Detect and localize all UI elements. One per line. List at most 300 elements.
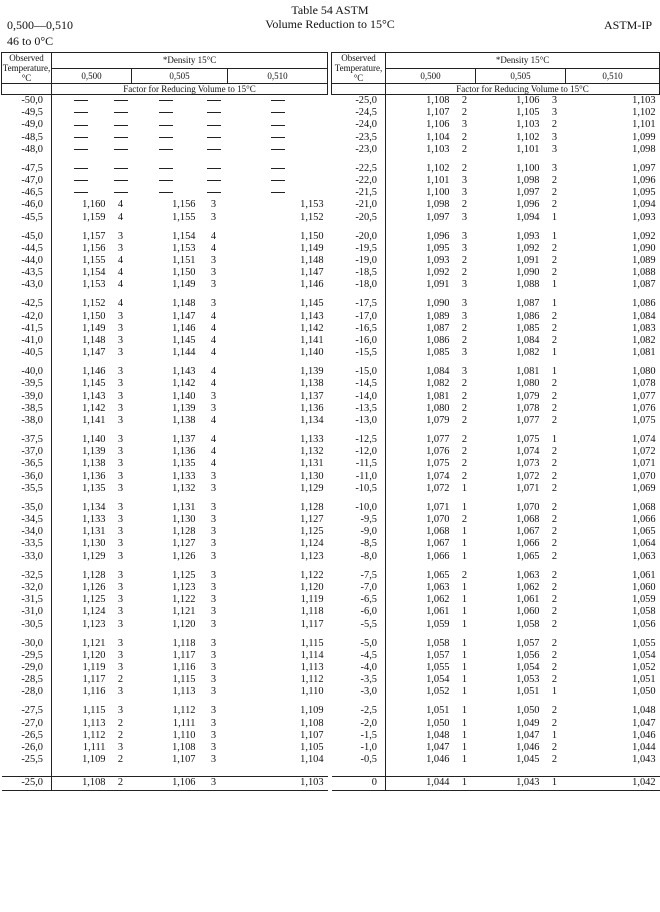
table-row — [332, 366, 660, 378]
factor-cell-0500 — [52, 144, 110, 156]
difference-cell-1: 3 — [117, 458, 124, 470]
factor-cell-0500: 1,115 — [82, 705, 106, 717]
table-row — [2, 686, 328, 698]
temperature-cell: -15,5 — [332, 347, 386, 359]
factor-cell-0510: 1,069 — [632, 482, 656, 494]
factor-cell-0505: 1,062 — [516, 581, 540, 593]
factor-cell-0500: 1,068 — [426, 526, 450, 538]
difference-cell-2: 2 — [551, 717, 558, 729]
difference-cell-1: 3 — [461, 230, 468, 242]
difference-cell-1: 3 — [461, 279, 468, 291]
factor-cell-0505: 1,149 — [172, 279, 196, 291]
factor-cell-0510: 1,056 — [632, 618, 656, 630]
temperature-cell: -3,0 — [332, 686, 386, 698]
temperature-cell: -39,5 — [2, 378, 52, 390]
difference-cell-2: 4 — [210, 310, 217, 322]
difference-cell-2: 3 — [210, 279, 217, 291]
temperature-cell: -29,0 — [2, 662, 52, 674]
no-value-dash — [74, 168, 88, 169]
no-value-dash — [159, 125, 173, 126]
difference-cell-1: 2 — [461, 335, 468, 347]
factor-cell-0505: 1,144 — [172, 347, 196, 359]
difference-cell-2 — [200, 132, 228, 144]
difference-cell-1: 2 — [461, 434, 468, 446]
temperature-cell: -46,5 — [2, 187, 52, 199]
table-row — [332, 502, 660, 514]
difference-cell-2: 4 — [210, 458, 217, 470]
factor-cell-0510: 1,147 — [300, 267, 324, 279]
factor-cell-0505: 1,143 — [172, 366, 196, 378]
factor-cell-0510: 1,074 — [632, 434, 656, 446]
difference-cell-1: 2 — [461, 390, 468, 402]
factor-cell-0505: 1,139 — [172, 402, 196, 414]
factor-cell-0510: 1,083 — [632, 322, 656, 334]
no-value-dash — [159, 137, 173, 138]
table-final-row — [2, 777, 328, 790]
factor-cell-0505 — [132, 144, 200, 156]
factor-cell-0500: 1,119 — [82, 661, 106, 673]
difference-cell-2 — [200, 95, 228, 108]
temperature-cell: -27,5 — [2, 705, 52, 717]
difference-cell-1: 1 — [461, 618, 468, 630]
factor-cell-0510: 1,087 — [632, 279, 656, 291]
temperature-cell: -4,5 — [332, 650, 386, 662]
factor-cell-0510: 1,108 — [300, 717, 324, 729]
difference-cell-1: 3 — [117, 310, 124, 322]
difference-cell-2: 3 — [210, 298, 217, 310]
difference-cell-1: 3 — [117, 649, 124, 661]
factor-cell-0510: 1,149 — [300, 242, 324, 254]
table-row — [332, 619, 660, 631]
temperature-cell: -10,0 — [332, 502, 386, 514]
temperature-cell: -15,0 — [332, 366, 386, 378]
group-spacer — [2, 699, 328, 706]
factor-cell-0500: 1,135 — [82, 482, 106, 494]
factor-cell-0500: 1,081 — [426, 390, 450, 402]
factor-cell-0505: 1,146 — [172, 322, 196, 334]
factor-cell-0510: 1,071 — [632, 458, 656, 470]
difference-cell-1: 1 — [461, 649, 468, 661]
no-value-dash — [114, 100, 128, 101]
factor-cell-0510: 1,055 — [632, 637, 656, 649]
no-value-dash — [114, 137, 128, 138]
density-col-0510: 0,510 — [566, 68, 660, 84]
difference-cell-2: 3 — [210, 637, 217, 649]
factor-cell-0510: 1,061 — [632, 569, 656, 581]
table-row — [2, 538, 328, 550]
table-row — [2, 199, 328, 211]
difference-cell-1: 2 — [461, 569, 468, 581]
difference-cell-1: 1 — [461, 729, 468, 741]
factor-cell-0505: 1,136 — [172, 446, 196, 458]
temperature-cell: -38,5 — [2, 403, 52, 415]
difference-cell-2: 2 — [551, 187, 558, 199]
no-value-dash — [271, 125, 285, 126]
difference-cell-2: 3 — [210, 267, 217, 279]
factor-cell-0510: 1,068 — [632, 501, 656, 513]
no-value-dash — [74, 100, 88, 101]
factor-cell-0500: 1,152 — [82, 298, 106, 310]
left-table — [1, 52, 328, 791]
difference-cell-1: 1 — [461, 637, 468, 649]
factor-cell-0510: 1,101 — [632, 119, 656, 131]
table-row — [332, 107, 660, 119]
temperature-cell: 0 — [332, 777, 386, 790]
factor-cell-0500: 1,139 — [82, 446, 106, 458]
difference-cell-1: 3 — [117, 378, 124, 390]
factor-cell-0505: 1,125 — [172, 569, 196, 581]
table-row — [2, 650, 328, 662]
group-spacer — [332, 292, 660, 299]
factor-cell-0500: 1,075 — [426, 458, 450, 470]
factor-cell-0500: 1,070 — [426, 514, 450, 526]
factor-cell-0505: 1,093 — [516, 230, 540, 242]
temperature-cell: -30,5 — [2, 619, 52, 631]
factor-cell-0510: 1,089 — [632, 255, 656, 267]
group-spacer — [332, 699, 660, 706]
factor-cell-0500: 1,116 — [82, 686, 106, 698]
difference-cell-2: 2 — [551, 705, 558, 717]
difference-cell-1: 3 — [461, 366, 468, 378]
factor-cell-0505: 1,126 — [172, 550, 196, 562]
difference-cell-2: 3 — [210, 729, 217, 741]
table-row — [2, 144, 328, 156]
table-row — [332, 514, 660, 526]
factor-cell-0500: 1,117 — [82, 674, 106, 686]
difference-cell-2: 3 — [210, 581, 217, 593]
difference-cell-2: 2 — [551, 458, 558, 470]
factor-cell-0510: 1,063 — [632, 550, 656, 562]
factor-cell-0510: 1,145 — [300, 298, 324, 310]
difference-cell-2: 1 — [551, 729, 558, 741]
temperature-cell: -6,0 — [332, 606, 386, 618]
factor-cell-0505: 1,067 — [516, 526, 540, 538]
factor-cell-0510: 1,080 — [632, 366, 656, 378]
temperature-cell: -26,0 — [2, 742, 52, 754]
factor-cell-0510: 1,137 — [300, 390, 324, 402]
factor-cell-0500: 1,123 — [82, 618, 106, 630]
factor-cell-0500: 1,140 — [82, 434, 106, 446]
factor-cell-0500: 1,085 — [426, 347, 450, 359]
factor-cell-0500: 1,100 — [426, 187, 450, 199]
factor-cell-0510: 1,146 — [300, 279, 324, 291]
table-row — [2, 730, 328, 742]
table-row — [332, 483, 660, 495]
factor-cell-0500: 1,087 — [426, 322, 450, 334]
difference-cell-1: 3 — [117, 446, 124, 458]
difference-cell-1: 2 — [117, 717, 124, 729]
factor-cell-0505: 1,057 — [516, 637, 540, 649]
difference-cell-1: 2 — [461, 458, 468, 470]
difference-cell-2: 1 — [551, 279, 558, 291]
difference-cell-1: 1 — [461, 581, 468, 593]
factor-cell-0505: 1,098 — [516, 175, 540, 187]
factor-cell-0510: 1,081 — [632, 347, 656, 359]
factor-cell-0500: 1,133 — [82, 514, 106, 526]
no-value-dash — [74, 125, 88, 126]
difference-cell-2: 3 — [210, 569, 217, 581]
factor-cell-0510: 1,110 — [300, 686, 324, 698]
difference-cell-2: 2 — [551, 175, 558, 187]
factor-cell-0505: 1,130 — [172, 514, 196, 526]
no-value-dash — [207, 125, 221, 126]
difference-cell-2: 2 — [551, 119, 558, 131]
factor-cell-0505: 1,088 — [516, 279, 540, 291]
difference-cell-1: 3 — [461, 187, 468, 199]
factor-cell-0505: 1,106 — [516, 95, 540, 106]
factor-cell-0500: 1,093 — [426, 255, 450, 267]
group-spacer — [332, 427, 660, 434]
factor-cell-0500: 1,125 — [82, 594, 106, 606]
difference-cell-2: 3 — [210, 470, 217, 482]
density-col-0510: 0,510 — [228, 68, 328, 84]
difference-cell-2: 2 — [551, 674, 558, 686]
table-row — [332, 378, 660, 390]
factor-cell-0500: 1,156 — [82, 242, 106, 254]
factor-cell-0510: 1,043 — [632, 754, 656, 766]
factor-cell-0505: 1,073 — [516, 458, 540, 470]
difference-cell-1: 1 — [461, 501, 468, 513]
difference-cell-2: 3 — [210, 618, 217, 630]
difference-cell-2: 2 — [551, 402, 558, 414]
factor-cell-0500: 1,120 — [82, 649, 106, 661]
factor-cell-0500: 1,129 — [82, 550, 106, 562]
group-spacer — [2, 631, 328, 638]
factor-cell-0500: 1,113 — [82, 717, 106, 729]
difference-cell-1: 3 — [117, 637, 124, 649]
factor-cell-0500: 1,048 — [426, 729, 450, 741]
factor-cell-0510: 1,115 — [300, 637, 324, 649]
temperature-cell: -19,0 — [332, 255, 386, 267]
density-col-0500: 0,500 — [386, 68, 476, 84]
factor-cell-0510 — [228, 119, 328, 131]
temperature-cell: -31,5 — [2, 594, 52, 606]
difference-cell-2: 2 — [551, 255, 558, 267]
temperature-cell: -6,5 — [332, 594, 386, 606]
difference-cell-1: 3 — [117, 569, 124, 581]
difference-cell-2: 1 — [551, 298, 558, 310]
factor-cell-0505: 1,084 — [516, 335, 540, 347]
factor-cell-0505: 1,103 — [516, 119, 540, 131]
difference-cell-2: 2 — [551, 199, 558, 211]
factor-cell-0510: 1,050 — [632, 686, 656, 698]
factor-cell-0510: 1,099 — [632, 131, 656, 143]
difference-cell-1: 1 — [461, 606, 468, 618]
difference-cell-2 — [200, 163, 228, 175]
factor-cell-0500: 1,112 — [82, 729, 106, 741]
factor-cell-0505: 1,105 — [516, 107, 540, 119]
difference-cell-1: 2 — [461, 415, 468, 427]
difference-cell-1: 3 — [117, 470, 124, 482]
factor-cell-0500: 1,074 — [426, 470, 450, 482]
table-row — [2, 255, 328, 267]
table-row — [2, 582, 328, 594]
group-spacer — [332, 631, 660, 638]
factor-cell-0510: 1,103 — [228, 777, 328, 790]
table-row — [2, 231, 328, 243]
factor-cell-0505: 1,050 — [516, 705, 540, 717]
table-row — [2, 212, 328, 224]
factor-cell-0500: 1,104 — [426, 131, 450, 143]
table-row — [2, 187, 328, 199]
factor-cell-0505: 1,046 — [516, 741, 540, 753]
table-row — [2, 175, 328, 187]
difference-cell-1: 1 — [461, 482, 468, 494]
table-row — [2, 705, 328, 717]
factor-cell-0500: 1,143 — [82, 390, 106, 402]
difference-cell-1: 1 — [461, 661, 468, 673]
factor-cell-0505: 1,116 — [172, 661, 196, 673]
table-row — [2, 638, 328, 650]
temperature-cell: -47,5 — [2, 163, 52, 175]
factor-cell-0505: 1,072 — [516, 470, 540, 482]
factor-cell-0510: 1,153 — [300, 199, 324, 211]
difference-cell-2: 3 — [210, 661, 217, 673]
difference-cell-2: 3 — [210, 402, 217, 414]
table-row — [2, 163, 328, 175]
factor-cell-0510: 1,143 — [300, 310, 324, 322]
factor-cell-0510: 1,070 — [632, 470, 656, 482]
temperature-cell: -25,0 — [332, 95, 386, 108]
temperature-cell: -7,5 — [332, 570, 386, 582]
table-row — [332, 298, 660, 310]
difference-cell-1: 3 — [117, 501, 124, 513]
temperature-cell: -35,5 — [2, 483, 52, 495]
standard-code: ASTM-IP — [603, 18, 652, 32]
factor-cell-0500: 1,108 — [426, 95, 450, 106]
temperature-cell: -36,5 — [2, 458, 52, 470]
difference-cell-2: 2 — [551, 242, 558, 254]
factor-cell-0500 — [52, 132, 110, 144]
difference-cell-2: 3 — [210, 649, 217, 661]
difference-cell-2: 3 — [551, 95, 558, 106]
group-spacer — [2, 292, 328, 299]
factor-cell-0505: 1,127 — [172, 538, 196, 550]
factor-cell-0500: 1,082 — [426, 378, 450, 390]
difference-cell-2: 2 — [551, 526, 558, 538]
table-row — [332, 95, 660, 108]
factor-cell-0500 — [52, 163, 110, 175]
difference-cell-1: 1 — [461, 741, 468, 753]
factor-cell-0510: 1,077 — [632, 390, 656, 402]
factor-cell-0510 — [228, 163, 328, 175]
factor-cell-0505: 1,090 — [516, 267, 540, 279]
difference-cell-2: 4 — [210, 322, 217, 334]
no-value-dash — [271, 168, 285, 169]
factor-cell-0505: 1,128 — [172, 526, 196, 538]
temperature-cell: -39,0 — [2, 391, 52, 403]
temperature-cell: -7,0 — [332, 582, 386, 594]
difference-cell-1: 3 — [117, 434, 124, 446]
factor-cell-0510 — [228, 132, 328, 144]
difference-cell-2: 2 — [551, 637, 558, 649]
no-value-dash — [74, 192, 88, 193]
no-value-dash — [74, 180, 88, 181]
temperature-cell: -34,0 — [2, 526, 52, 538]
difference-cell-2: 4 — [210, 434, 217, 446]
difference-cell-2: 3 — [551, 162, 558, 174]
factor-cell-0500: 1,107 — [426, 107, 450, 119]
difference-cell-1: 3 — [461, 175, 468, 187]
factor-cell-0505: 1,100 — [516, 162, 540, 174]
factor-cell-0505: 1,092 — [516, 242, 540, 254]
factor-cell-0510: 1,095 — [632, 187, 656, 199]
temperature-cell: -18,0 — [332, 279, 386, 291]
factor-cell-0505: 1,150 — [172, 267, 196, 279]
factor-cell-0505: 1,080 — [516, 378, 540, 390]
factor-cell-0510: 1,107 — [300, 729, 324, 741]
difference-cell-1: 4 — [117, 267, 124, 279]
difference-cell-1 — [110, 144, 132, 156]
factor-cell-0500: 1,106 — [426, 119, 450, 131]
difference-cell-1: 1 — [461, 550, 468, 562]
temperature-cell: -8,0 — [332, 551, 386, 563]
temperature-cell: -12,0 — [332, 446, 386, 458]
temperature-cell: -11,0 — [332, 471, 386, 483]
factor-cell-0510: 1,133 — [300, 434, 324, 446]
difference-cell-1: 2 — [461, 470, 468, 482]
factor-cell-0510: 1,148 — [300, 255, 324, 267]
factor-cell-0500: 1,136 — [82, 470, 106, 482]
difference-cell-1: 1 — [454, 777, 476, 790]
temperature-cell: -0,5 — [332, 754, 386, 766]
no-value-dash — [114, 112, 128, 113]
difference-cell-1 — [110, 187, 132, 199]
difference-cell-2: 3 — [210, 501, 217, 513]
factor-cell-0500: 1,089 — [426, 310, 450, 322]
temperature-cell: -16,5 — [332, 323, 386, 335]
difference-cell-1: 3 — [461, 211, 468, 223]
factor-cell-0510: 1,098 — [632, 143, 656, 155]
factor-cell-0510: 1,139 — [300, 366, 324, 378]
factor-cell-0500: 1,157 — [82, 230, 106, 242]
difference-cell-1: 1 — [461, 705, 468, 717]
no-value-dash — [207, 100, 221, 101]
group-spacer — [2, 224, 328, 231]
factor-cell-0500: 1,138 — [82, 458, 106, 470]
factor-cell-0510: 1,104 — [300, 754, 324, 766]
temperature-cell: -40,5 — [2, 347, 52, 359]
no-value-dash — [271, 112, 285, 113]
factor-cell-0500: 1,108 — [52, 777, 110, 790]
factor-cell-0505: 1,043 — [476, 777, 544, 790]
factor-cell-0500: 1,061 — [426, 606, 450, 618]
factor-cell-0500: 1,128 — [82, 569, 106, 581]
factor-cell-0505: 1,140 — [172, 390, 196, 402]
factor-cell-0505: 1,145 — [172, 335, 196, 347]
table-row — [2, 718, 328, 730]
table-row — [2, 95, 328, 108]
table-row — [2, 378, 328, 390]
difference-cell-1: 3 — [461, 119, 468, 131]
factor-cell-0505: 1,054 — [516, 661, 540, 673]
factor-cell-0505: 1,138 — [172, 415, 196, 427]
temperature-cell: -38,0 — [2, 415, 52, 427]
table-row — [332, 742, 660, 754]
group-spacer — [2, 766, 328, 777]
temperature-cell: -49,5 — [2, 107, 52, 119]
temperature-cell: -35,0 — [2, 502, 52, 514]
table-row — [332, 119, 660, 131]
difference-cell-2: 3 — [210, 594, 217, 606]
group-spacer — [332, 224, 660, 231]
temperature-cell: -13,0 — [332, 415, 386, 427]
temperature-cell: -42,5 — [2, 298, 52, 310]
temperature-cell: -34,5 — [2, 514, 52, 526]
factor-cell-0500: 1,076 — [426, 446, 450, 458]
table-row — [332, 255, 660, 267]
difference-cell-2: 3 — [210, 482, 217, 494]
